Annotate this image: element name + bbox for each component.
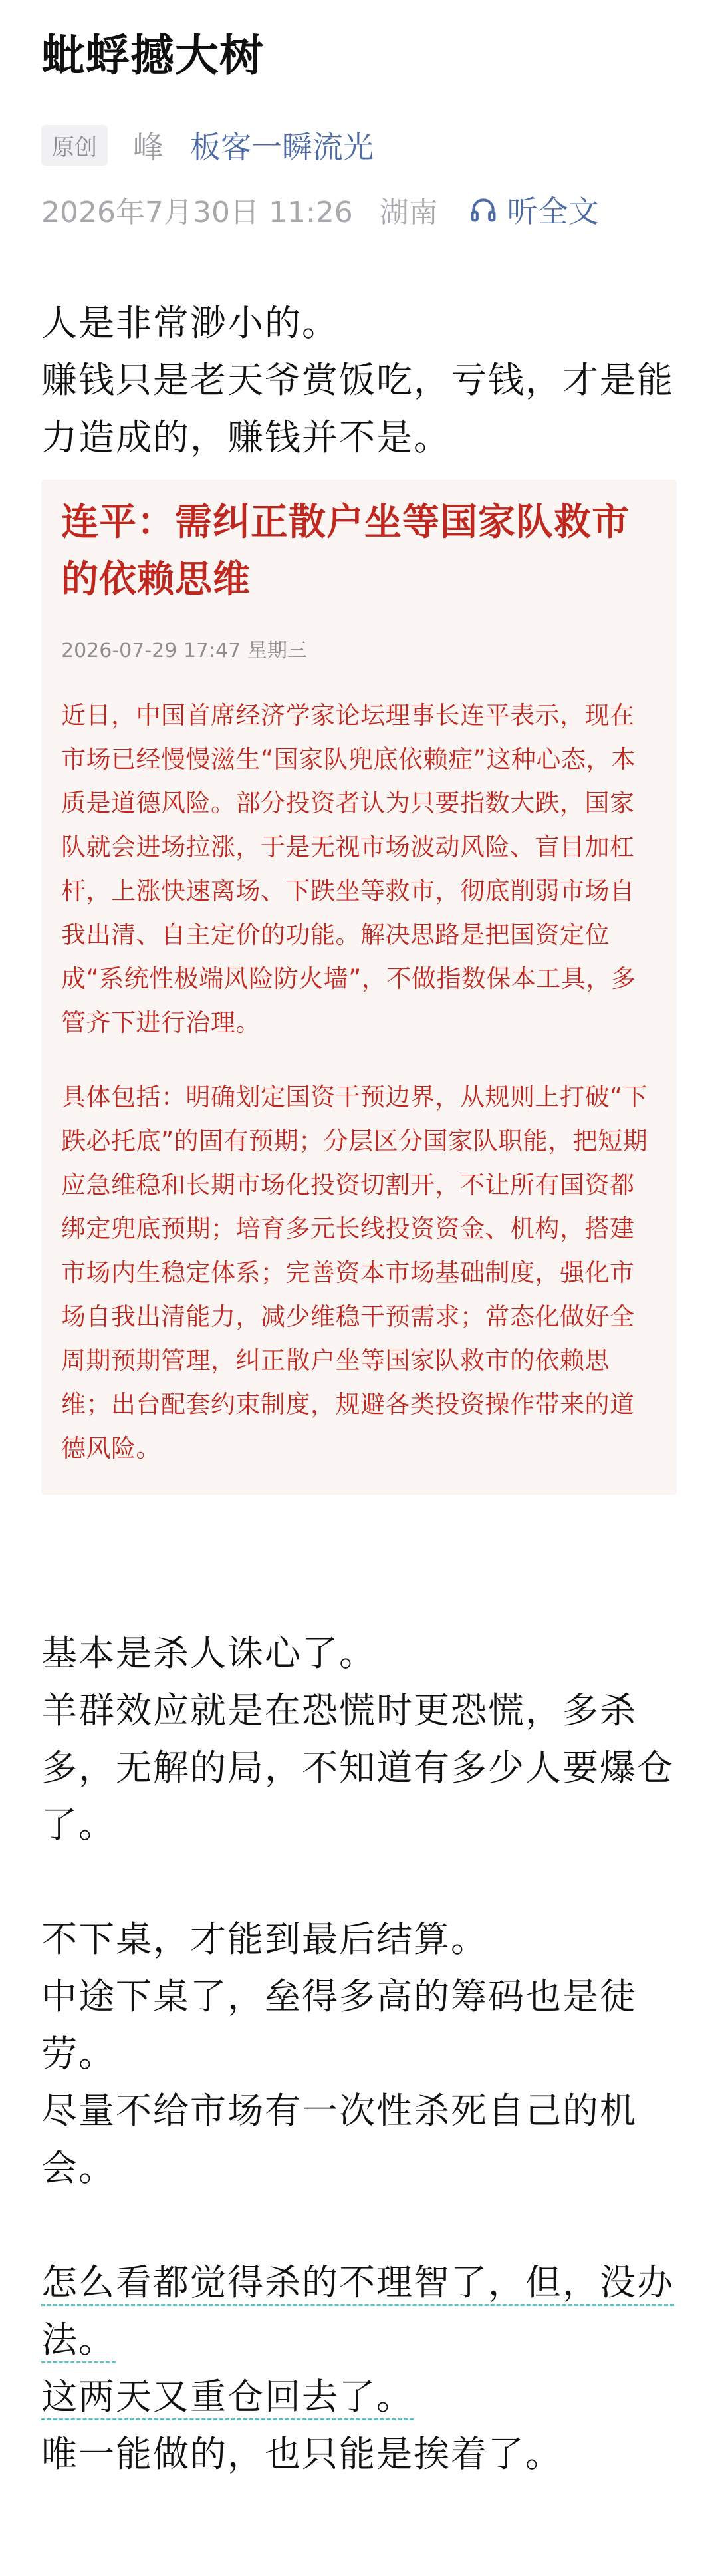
article-title: 蚍蜉撼大树: [41, 30, 264, 81]
paragraph: 基本是杀人诛心了。: [41, 1632, 376, 1675]
news-paragraph: 具体包括：明确划定国资干预边界，从规则上打破“下跌必托底”的固有预期；分层区分国家队职能，把短期应急维稳和长期市场化投资切割开，不让所有国资都绑定兜底预期；培育多元长线投资资金、机构，搭建市场内生稳定体系；完善资本市场基础制度，强化市场自我出清能力，减少维稳干预需求；常态化做好全周期预期管理，纠正散户坐等国家队救市的依赖思维；出台配套约束制度，规避各类投资操作带来的道德风险。: [61, 1083, 648, 1463]
listen-label: 听全文: [507, 194, 599, 230]
paragraph: 人是非常渺小的。: [41, 302, 339, 345]
listen-full-text-button[interactable]: [469, 188, 599, 231]
blank-line: [41, 2197, 677, 2254]
blank-line: [41, 1854, 677, 1911]
news-date: 2026-07-29 17:47 星期三: [61, 639, 307, 663]
original-badge: 原创: [41, 125, 108, 166]
underlined-text: 怎么看都觉得杀的不理智了，但，没办法。: [41, 2261, 674, 2361]
author-name[interactable]: 峰: [133, 129, 164, 166]
paragraph: 羊群效应就是在恐慌时更恐慌，多杀多，无解的局，不知道有多少人要爆仓了。: [41, 1689, 674, 1846]
author-row: [41, 123, 677, 167]
news-paragraph: 近日，中国首席经济学家论坛理事长连平表示，现在市场已经慢慢滋生“国家队兜底依赖症”这种心态，本质是道德风险。部分投资者认为只要指数大跌，国家队就会进场拉涨，于是无视市场波动风险、盲目加杠杆，上涨快速离场、下跌坐等救市，彻底削弱市场自我出清、自主定价的功能。解决思路是把国资定位成“系统性极端风险防火墙”，不做指数保本工具，多管齐下进行治理。: [61, 701, 636, 1038]
paragraph: 尽量不给市场有一次性杀死自己的机会。: [41, 2090, 637, 2190]
paragraph: 不下桌，才能到最后结算。: [41, 1918, 488, 1961]
publish-info-row: [41, 190, 677, 229]
headphones-icon: [469, 195, 498, 224]
paragraph: 中途下桌了，垒得多高的筹码也是徒劳。: [41, 1975, 637, 2075]
publish-region: 湖南: [379, 196, 438, 230]
publish-time: 2026年7月30日 11:26: [41, 196, 353, 230]
underlined-text: 这两天又重仓回去了。: [41, 2376, 414, 2418]
intro-section: [41, 295, 677, 466]
underlined-paragraph[interactable]: [41, 2254, 677, 2368]
paragraph: 唯一能做的，也只能是挨着了。: [41, 2433, 562, 2476]
article-page: [0, 29, 718, 2483]
underlined-paragraph[interactable]: [41, 2368, 677, 2426]
news-title: 连平：需纠正散户坐等国家队救市的依赖思维: [61, 501, 630, 602]
commentary-section: [41, 1625, 677, 2483]
paragraph: 赚钱只是老天爷赏饭吃，亏钱，才是能力造成的，赚钱并不是。: [41, 359, 674, 459]
quoted-news-screenshot[interactable]: [41, 480, 677, 1495]
account-name-link[interactable]: 板客一瞬流光: [190, 129, 374, 166]
